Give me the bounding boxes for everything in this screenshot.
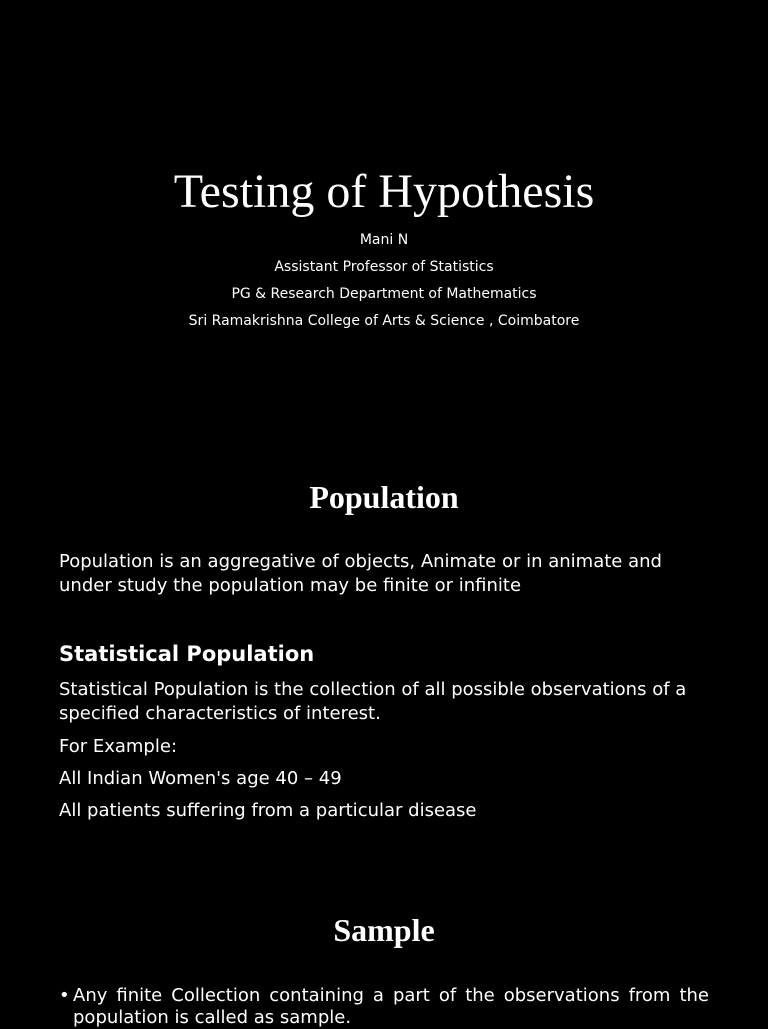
author-role: Assistant Professor of Statistics xyxy=(274,259,494,275)
statistical-population-definition: Statistical Population is the collection of all possible observations of a specified characteristics of interest. xyxy=(59,679,687,724)
population-title: Population xyxy=(309,479,459,515)
population-definition: Population is an aggregative of objects, Animate or in animate and under study the population may be finite or infinite xyxy=(59,551,662,596)
author-institution: Sri Ramakrishna College of Arts & Science , Coimbatore xyxy=(188,313,580,329)
bullet-item xyxy=(59,985,709,1029)
bullet-icon: • xyxy=(59,985,70,1006)
example-item: All Indian Women's age 40 – 49 xyxy=(59,768,342,789)
author-block xyxy=(0,227,768,335)
author-name: Mani N xyxy=(359,232,409,248)
title-slide xyxy=(0,0,768,390)
sample-slide xyxy=(0,890,768,1028)
population-slide xyxy=(0,390,768,890)
author-department: PG & Research Department of Mathematics xyxy=(231,286,537,302)
sample-title: Sample xyxy=(333,912,435,948)
presentation-title: Testing of Hypothesis xyxy=(173,165,595,218)
statistical-population-heading: Statistical Population xyxy=(59,642,315,666)
example-label: For Example: xyxy=(59,736,178,757)
example-item: All patients suffering from a particular disease xyxy=(59,800,477,821)
bullet-text: Any finite Collection containing a part of the observations from the population is called as sample. xyxy=(73,985,709,1028)
